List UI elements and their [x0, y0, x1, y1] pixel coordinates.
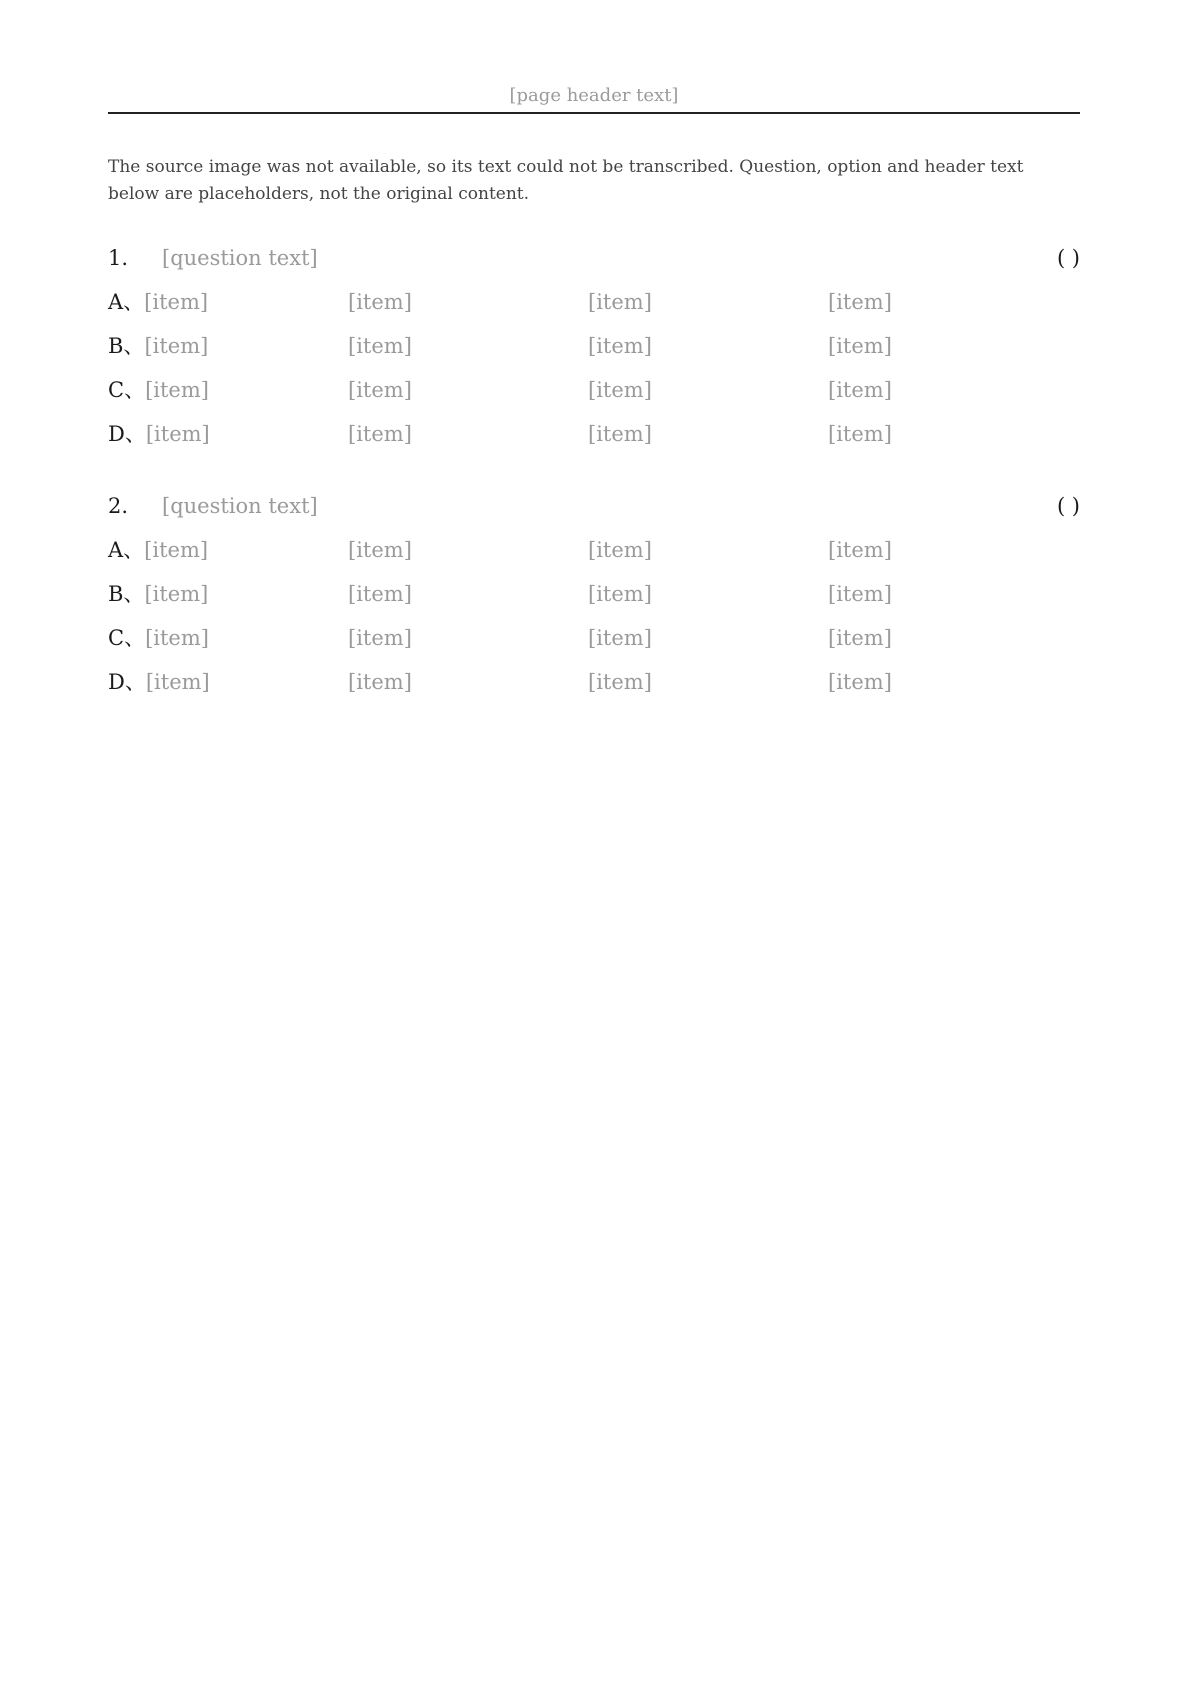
option-letter: C、 [108, 626, 146, 651]
page-header-title: [page header text] [509, 85, 679, 106]
option-letter: B、 [108, 334, 145, 359]
option-text: [item] [348, 538, 412, 563]
option-text: [item] [144, 582, 209, 607]
option-text: [item] [145, 422, 210, 447]
option-text: [item] [348, 290, 412, 315]
answer-parentheses: ( ) [1056, 494, 1080, 519]
option-letter: D、 [108, 422, 146, 447]
option-row [108, 368, 1080, 412]
question [108, 236, 1080, 456]
option-letter: A、 [108, 290, 145, 315]
option-text: [item] [588, 378, 652, 403]
question-text: [question text] [162, 494, 318, 519]
option-text: [item] [145, 626, 209, 651]
option-row [108, 616, 1080, 660]
option-item [348, 528, 588, 572]
option-item [588, 280, 828, 324]
option-item [828, 528, 1068, 572]
option-item [588, 572, 828, 616]
option-letter: C、 [108, 378, 146, 403]
option-text: [item] [348, 626, 412, 651]
option-text: [item] [348, 582, 412, 607]
question-number: 1. [108, 246, 129, 271]
option-text: [item] [828, 334, 892, 359]
option-text: [item] [588, 626, 652, 651]
option-text: [item] [588, 670, 652, 695]
question [108, 484, 1080, 704]
option-text: [item] [828, 670, 892, 695]
question-stem [108, 484, 1080, 528]
option-letter: B、 [108, 582, 145, 607]
option-text: [item] [145, 670, 210, 695]
page-header [108, 70, 1080, 114]
option-item [108, 660, 348, 704]
option-row [108, 412, 1080, 456]
option-text: [item] [828, 538, 892, 563]
option-item [108, 368, 348, 412]
option-item [348, 660, 588, 704]
option-item [828, 616, 1068, 660]
option-text: [item] [348, 334, 412, 359]
option-row [108, 660, 1080, 704]
option-item [828, 368, 1068, 412]
option-item [348, 412, 588, 456]
option-item [828, 660, 1068, 704]
option-text: [item] [144, 538, 209, 563]
option-text: [item] [588, 582, 652, 607]
option-letter: D、 [108, 670, 146, 695]
option-text: [item] [348, 422, 412, 447]
question-list [108, 236, 1080, 704]
option-text: [item] [145, 378, 209, 403]
option-text: [item] [828, 422, 892, 447]
option-row [108, 572, 1080, 616]
option-text: [item] [588, 422, 652, 447]
answer-parentheses: ( ) [1056, 246, 1080, 271]
question-number: 2. [108, 494, 129, 519]
option-item [108, 616, 348, 660]
option-item [108, 572, 348, 616]
option-item [348, 324, 588, 368]
option-item [108, 528, 348, 572]
option-item [828, 572, 1068, 616]
option-text: [item] [828, 378, 892, 403]
option-text: [item] [348, 670, 412, 695]
option-item [828, 324, 1068, 368]
option-text: [item] [144, 290, 209, 315]
option-item [588, 616, 828, 660]
option-item [588, 412, 828, 456]
option-item [108, 280, 348, 324]
option-row [108, 324, 1080, 368]
option-row [108, 280, 1080, 324]
option-item [588, 660, 828, 704]
option-item [108, 412, 348, 456]
option-text: [item] [828, 582, 892, 607]
option-item [828, 280, 1068, 324]
question-stem [108, 236, 1080, 280]
option-row [108, 528, 1080, 572]
option-text: [item] [588, 334, 652, 359]
option-letter: A、 [108, 538, 145, 563]
option-item [588, 368, 828, 412]
option-item [588, 324, 828, 368]
option-text: [item] [828, 626, 892, 651]
option-text: [item] [588, 538, 652, 563]
option-item [348, 572, 588, 616]
option-item [108, 324, 348, 368]
option-item [588, 528, 828, 572]
option-text: [item] [348, 378, 412, 403]
option-item [828, 412, 1068, 456]
option-text: [item] [828, 290, 892, 315]
question-text: [question text] [162, 246, 318, 271]
reconstruction-notice: The source image was not available, so its text could not be transcribed. Question, option and header text below are placeholders, not the original content. [108, 157, 1024, 205]
option-text: [item] [144, 334, 209, 359]
option-text: [item] [588, 290, 652, 315]
option-item [348, 616, 588, 660]
option-item [348, 368, 588, 412]
option-item [348, 280, 588, 324]
